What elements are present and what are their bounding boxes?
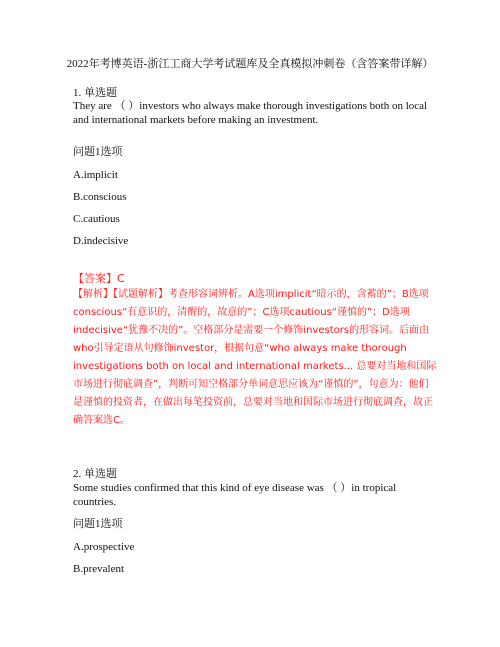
question-1-answer: 【答案】C (73, 272, 125, 285)
question-2-type: 2. 单选题 (73, 468, 117, 480)
question-2-option-b: B.prevalent (73, 563, 125, 575)
document-title: 2022年考博英语-浙江工商大学考试题库及全真模拟冲刺卷（含答案带详解） (66, 58, 434, 70)
question-1-explanation: 【解析】【试题解析】考查形容词辨析。A选项implicit“暗示的，含蓄的”；B选项conscious“有意识的，清醒的，故意的”；C选项cautious“谨慎的”；D选项indecisive“犹豫不决的”。空格部分是需要一个修饰investors的形容词。后面由who引导定语从句修饰investor，根据句意“who always make thorough investigations both on local and international markets... 总要对当地和国际市场进行彻底调查”，判断可知空格部分单词意思应该为“谨慎的”，句意为：他们是谨慎的投资者，在做出每笔投资前，总要对当地和国际市场进行彻底调查，故正确答案选C。 (73, 289, 437, 426)
question-1-options-label: 问题1选项 (73, 146, 123, 158)
question-2-option-a: A.prospective (73, 541, 135, 553)
question-1-option-d: D.indecisive (73, 235, 129, 247)
question-2-text: Some studies confirmed that this kind of eye disease was （ ）in tropical countries. (73, 482, 397, 508)
question-1-option-c: C.cautious (73, 213, 120, 225)
question-1-option-b: B.conscious (73, 191, 127, 203)
question-1-option-a: A.implicit (73, 169, 118, 181)
question-1-text: They are （ ）investors who always make thorough investigations both on local and international markets before making an investment. (73, 100, 428, 126)
question-2-options-label: 问题1选项 (73, 518, 123, 530)
question-1-type: 1. 单选题 (73, 87, 117, 99)
